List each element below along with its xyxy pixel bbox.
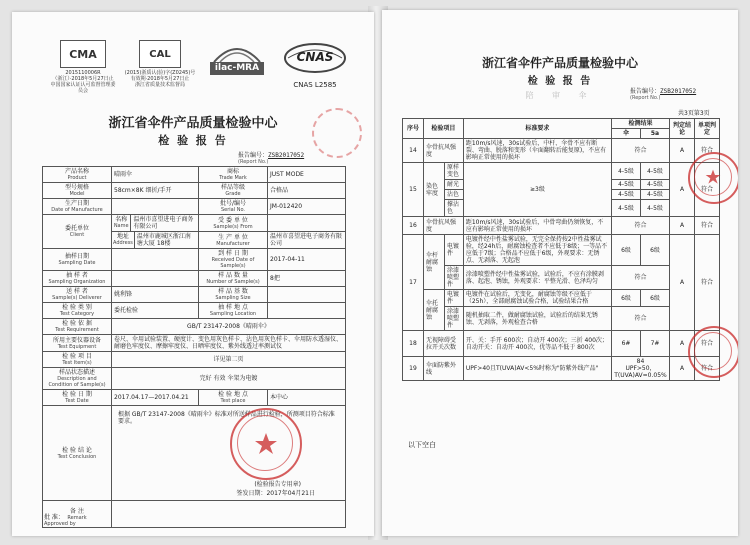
sampling-date-value bbox=[112, 249, 199, 271]
row-subitem: 沾色 bbox=[445, 190, 464, 200]
report-no-line bbox=[630, 86, 696, 101]
test-conclusion-cell bbox=[112, 406, 346, 501]
test-equipment-value: 卷尺、伞用试验装置、硬度计、变色用灰色样卡、沾色用灰色样卡、伞用防水透湿仪、耐磨色牢度仪、摩擦牢度仪、日晒牢度仪、紫外线透过率测试仪 bbox=[112, 335, 346, 352]
row-result: 符合 bbox=[612, 266, 670, 290]
row-no: 16 bbox=[403, 217, 424, 235]
seal-ghost-stamp bbox=[312, 108, 362, 158]
test-conclusion-text: 根据 GB/T 23147-2008《晴雨伞》标准对所送样品进行检验，所测项目符合标准要求。 bbox=[118, 411, 335, 425]
test-date-label: 检 验 日 期 Test Date bbox=[43, 390, 112, 406]
row-result-2: 4-5级 bbox=[641, 200, 670, 217]
remark-label: 备 注 Remark bbox=[43, 501, 112, 528]
model-value: 58cm×8K 细折/手开 bbox=[112, 183, 199, 199]
table-row bbox=[43, 199, 346, 215]
approved-by: 批 准： Approved by bbox=[44, 514, 76, 527]
table-row bbox=[43, 249, 346, 271]
issue-date: 签发日期：2017年04月21日 bbox=[236, 490, 315, 497]
report-no-label: 报告编号： bbox=[238, 152, 269, 159]
row-item: 伞面防紫外线 bbox=[424, 357, 464, 381]
row-item: 伞托耐腐蚀 bbox=[424, 290, 445, 331]
row-requirement: 开、关：手开 600次；自动开 400次；三折 400次；自动开关：自动开 400次，优等品不低于 800次 bbox=[463, 331, 611, 357]
test-items-value: 详见第二页 bbox=[112, 352, 346, 368]
table-row bbox=[43, 368, 346, 390]
row-subitem: 涂漆喷塑件 bbox=[445, 307, 464, 331]
row-verdict: 符合 bbox=[695, 235, 720, 331]
report-no-en: (Report No.) bbox=[630, 95, 661, 101]
row-result-1: 4-5级 bbox=[612, 190, 641, 200]
col-verdict: 单项判定 bbox=[695, 119, 720, 139]
serial-no-value: JM-012420 bbox=[268, 199, 346, 215]
cnas-mark: CNAS bbox=[296, 50, 334, 64]
client-address-cell bbox=[112, 232, 199, 249]
remark-value bbox=[112, 501, 346, 528]
sampling-size-value bbox=[268, 287, 346, 303]
inspection-seal-stamp bbox=[688, 326, 738, 378]
sample-condition-value: 完好 有效 伞架为电镀 bbox=[112, 368, 346, 390]
sample-from-label: 受 委 单 位 Sample(s) From bbox=[199, 215, 268, 232]
report-no-value: ZSB2017052 bbox=[660, 88, 697, 95]
report-no-en: (Report No.) bbox=[238, 159, 269, 165]
cal-logo bbox=[124, 40, 196, 88]
report-cover-page bbox=[12, 12, 374, 536]
row-requirement: 电镀件经中性盐雾试验，无完全保持按2中性盐雾试验，经24h后，耐腐蚀检查者不应低于8级；一等品不应低于7级；合格品不应低于6级，外观要求：无锈点、无剥落、无起泡 bbox=[463, 235, 611, 266]
row-requirement: 电镀件在试验后，无变化，耐腐蚀等级不应低于（25h），全部耐腐蚀试验合格，试验结果合格 bbox=[463, 290, 611, 307]
table-row bbox=[43, 390, 346, 406]
results-table bbox=[402, 118, 720, 381]
col-requirement: 标准要求 bbox=[463, 119, 611, 139]
row-result-2: 7# bbox=[641, 331, 670, 357]
row-subitem: 原样变色 bbox=[445, 163, 464, 180]
row-result-1: 4-5级 bbox=[612, 163, 641, 180]
client-label: 委托单位 Client bbox=[43, 215, 112, 249]
row-result-2: 4-5级 bbox=[641, 180, 670, 190]
row-requirement: 距10m/s风速，30s试验后，中骨弯曲仍须恢复，不应有影响正常使用的损坏 bbox=[463, 217, 611, 235]
row-judge: A bbox=[670, 235, 695, 331]
row-result bbox=[612, 357, 670, 381]
row-item: 无视障碍受拉开关次数 bbox=[424, 331, 464, 357]
report-no-line bbox=[238, 150, 304, 165]
report-results-page bbox=[382, 10, 738, 536]
row-subitem: 电镀件 bbox=[445, 290, 464, 307]
table-row bbox=[43, 303, 346, 319]
client-name-label: 名称 Name bbox=[112, 215, 131, 231]
table-row bbox=[43, 167, 346, 183]
org-title: 浙江省伞件产品质量检验中心 bbox=[108, 116, 278, 131]
row-no: 18 bbox=[403, 331, 424, 357]
ilac-mark: ilac-MRA bbox=[214, 63, 260, 73]
deliverer-value: 姚利锋 bbox=[112, 287, 199, 303]
table-row bbox=[43, 183, 346, 199]
row-no: 15 bbox=[403, 163, 424, 217]
certification-logos bbox=[50, 40, 350, 108]
inspection-seal-stamp bbox=[688, 152, 738, 204]
cnas-cert-no: CNAS L2585 bbox=[293, 81, 337, 89]
row-judge: A bbox=[670, 139, 695, 163]
table-row bbox=[403, 357, 720, 381]
table-header-row bbox=[403, 119, 720, 129]
row-result-1: 6级 bbox=[612, 290, 641, 307]
col-no: 序号 bbox=[403, 119, 424, 139]
manufacturer-label: 生 产 单 位 Manufacturer bbox=[199, 232, 268, 249]
table-row bbox=[403, 163, 720, 180]
trade-mark-label: 商标 Trade Mark bbox=[199, 167, 268, 183]
grade-value: 合格品 bbox=[268, 183, 346, 199]
sampling-size-label: 样 品 基 数 Sampling Size bbox=[199, 287, 268, 303]
page-note: 共3页第3页 bbox=[678, 110, 710, 117]
cnas-logo bbox=[280, 40, 350, 89]
client-address-label: 地址 Address bbox=[113, 233, 133, 246]
deliverer-label: 送 样 者 Sample(s) Deliverer bbox=[43, 287, 112, 303]
cma-issuer: 中国国家认证认可监督管理委员会 bbox=[50, 82, 116, 94]
test-category-label: 检 验 类 别 Test Category bbox=[43, 303, 112, 319]
cma-validity: （浙江）·2018年5月27日止 bbox=[52, 76, 114, 82]
table-row bbox=[43, 287, 346, 303]
end-note: 以下空白 bbox=[408, 441, 436, 449]
sampler-value bbox=[112, 271, 199, 287]
test-date-value: 2017.04.17—2017.04.21 bbox=[112, 390, 199, 406]
received-date-label: 到 样 日 期 Received Date of Sample(s) bbox=[199, 249, 268, 271]
row-result-value: 84 bbox=[636, 358, 645, 365]
watermark-text: 陪 审 伞 bbox=[525, 91, 595, 100]
row-requirement: 距10m/s风速，30s试验后，中杆、伞骨不应有断裂、弯曲、脱落和变形（伞面翻转后能复原)，不应有影响正常使用的损坏 bbox=[463, 139, 611, 163]
test-requirement-label: 检 验 依 据 Test Requirement bbox=[43, 319, 112, 335]
client-name-value: 温州市喜望进电子商务有限公司 bbox=[133, 216, 194, 230]
row-item: 伞骨抗风强度 bbox=[424, 217, 464, 235]
row-result-1: 4-5级 bbox=[612, 180, 641, 190]
row-subitem: 电镀件 bbox=[445, 235, 464, 266]
test-place-label: 检 验 地 点 Test place bbox=[199, 390, 268, 406]
manufacturer-value: 温州市喜望进电子商务有限公司 bbox=[268, 232, 346, 249]
row-result: 符合 bbox=[612, 217, 670, 235]
row-judge: A bbox=[670, 331, 695, 357]
row-result-2: 6级 bbox=[641, 235, 670, 266]
report-info-table bbox=[42, 166, 346, 528]
row-verdict: 符合 bbox=[695, 331, 720, 357]
sample-quantity-label: 样 品 数 量 Number of Sample(s) bbox=[199, 271, 268, 287]
test-requirement-value: GB/T 23147-2008《晴雨伞》 bbox=[112, 319, 346, 335]
cal-validity: 有效期·2018年5月27日止 bbox=[130, 76, 190, 82]
row-verdict: 符合 bbox=[695, 217, 720, 235]
doc-title: 检 验 报 告 bbox=[527, 76, 593, 87]
row-subitem: 撑沾色 bbox=[445, 200, 464, 217]
row-result-2: 4-5级 bbox=[641, 190, 670, 200]
row-requirement: UPF>40且T(UVA)AV<5%时称为"防紫外线产品" bbox=[463, 357, 611, 381]
test-place-value: 本中心 bbox=[268, 390, 346, 406]
client-address-value: 温州市鹿城区浙江南塘大厦 18楼 bbox=[136, 233, 191, 247]
row-judge: A bbox=[670, 357, 695, 381]
table-row bbox=[43, 215, 346, 232]
test-equipment-label: 所用主要仪器设备 Test Equipment bbox=[43, 335, 112, 352]
row-result-2: 6级 bbox=[641, 290, 670, 307]
table-row bbox=[43, 335, 346, 352]
seal-star-icon bbox=[254, 432, 278, 456]
sampling-date-label: 抽样日期 Sampling Date bbox=[43, 249, 112, 271]
row-verdict: 符合 bbox=[695, 357, 720, 381]
cma-mark: CMA bbox=[60, 40, 106, 68]
test-items-label: 检 验 项 目 Test Item(s) bbox=[43, 352, 112, 368]
row-requirement: ≥3级 bbox=[463, 163, 611, 217]
manufacture-date-label: 生产日期 Date of Manufacture bbox=[43, 199, 112, 215]
cal-cert-no: (2015)浙质认(验)字(Z0245)号 bbox=[124, 70, 196, 76]
model-label: 型号规格 Model bbox=[43, 183, 112, 199]
row-item: 染色牢度 bbox=[424, 163, 445, 217]
col-judge: 判定结论 bbox=[670, 119, 695, 139]
col-result-sub-2: 5a bbox=[641, 129, 670, 139]
client-name-cell bbox=[112, 215, 199, 232]
table-row bbox=[403, 235, 720, 266]
table-row bbox=[43, 271, 346, 287]
product-name-label: 产品名称 Product bbox=[43, 167, 112, 183]
row-verdict: 符合 bbox=[695, 139, 720, 163]
row-result-1: 6# bbox=[612, 331, 641, 357]
sample-quantity-value: 8把 bbox=[268, 271, 346, 287]
sampling-location-value bbox=[268, 303, 346, 319]
sample-condition-label: 样品状态描述 Description and Condition of Sample(s) bbox=[43, 368, 112, 390]
received-date-value: 2017-04-11 bbox=[268, 249, 346, 271]
test-category-value: 委托检验 bbox=[112, 303, 199, 319]
row-result-detail: UPF>50，T(UVA)AV=0.05% bbox=[614, 365, 667, 379]
row-subitem: 耐光 bbox=[445, 180, 464, 190]
row-subitem: 涂漆喷塑件 bbox=[445, 266, 464, 290]
trade-mark-value: JUST MODE bbox=[268, 167, 346, 183]
table-row bbox=[403, 331, 720, 357]
ilac-logo bbox=[206, 40, 268, 84]
row-item: 伞杆耐腐蚀 bbox=[424, 235, 445, 290]
report-no-label: 报告编号： bbox=[630, 88, 661, 95]
row-requirement: 随机抽取二件，做耐腐蚀试验，试验后的结果无锈蚀、无剥落，外观检查合格 bbox=[463, 307, 611, 331]
row-result-2: 4-5级 bbox=[641, 163, 670, 180]
row-no: 19 bbox=[403, 357, 424, 381]
sampler-label: 抽 样 者 Sampling Organization bbox=[43, 271, 112, 287]
row-judge: A bbox=[670, 163, 695, 217]
manufacture-date-value bbox=[112, 199, 199, 215]
org-title: 浙江省伞件产品质量检验中心 bbox=[481, 56, 638, 70]
table-row bbox=[43, 352, 346, 368]
row-verdict: 符合 bbox=[695, 163, 720, 217]
col-item: 检验项目 bbox=[424, 119, 464, 139]
row-result: 符合 bbox=[612, 139, 670, 163]
sample-from-value bbox=[268, 215, 346, 232]
cal-issuer: 浙江省质量技术监督局 bbox=[134, 82, 185, 88]
serial-no-label: 批号/编号 Serial No. bbox=[199, 199, 268, 215]
row-item: 伞骨抗风强度 bbox=[424, 139, 464, 163]
table-row bbox=[403, 217, 720, 235]
grade-label: 样品等级 Grade bbox=[199, 183, 268, 199]
report-no-value: ZSB2017052 bbox=[268, 152, 305, 159]
test-conclusion-label: 检 验 结 论 Test Conclusion bbox=[43, 406, 112, 501]
row-requirement: 涂漆喷塑件经中性盐雾试验，试验后，不应有涂膜剥落、起泡、锈蚀，外观要求：平整光滑、色泽均匀 bbox=[463, 266, 611, 290]
row-result: 符合 bbox=[612, 307, 670, 331]
row-result-1: 6级 bbox=[612, 235, 641, 266]
col-result-sub-1: 伞 bbox=[612, 129, 641, 139]
table-row bbox=[403, 139, 720, 163]
inspection-seal-stamp bbox=[230, 408, 302, 480]
table-row bbox=[43, 319, 346, 335]
product-name-value: 晴雨伞 bbox=[112, 167, 199, 183]
cma-cert-no: 2015110006R bbox=[65, 70, 101, 76]
doc-title: 检 验 报 告 bbox=[158, 134, 228, 147]
cal-mark: CAL bbox=[139, 40, 181, 68]
row-no: 14 bbox=[403, 139, 424, 163]
cma-logo bbox=[50, 40, 116, 94]
sampling-location-label: 抽 样 地 点 Sampling Location bbox=[199, 303, 268, 319]
seal-star-icon bbox=[705, 169, 721, 185]
table-row bbox=[43, 501, 346, 528]
row-judge: A bbox=[670, 217, 695, 235]
ilac-globe-icon bbox=[206, 40, 268, 80]
row-no: 17 bbox=[403, 235, 424, 331]
row-result-1: 4-5级 bbox=[612, 200, 641, 217]
col-result: 检测结果 bbox=[612, 119, 670, 129]
conclusion-stamp-label: (检验报告专用章) bbox=[254, 481, 301, 488]
